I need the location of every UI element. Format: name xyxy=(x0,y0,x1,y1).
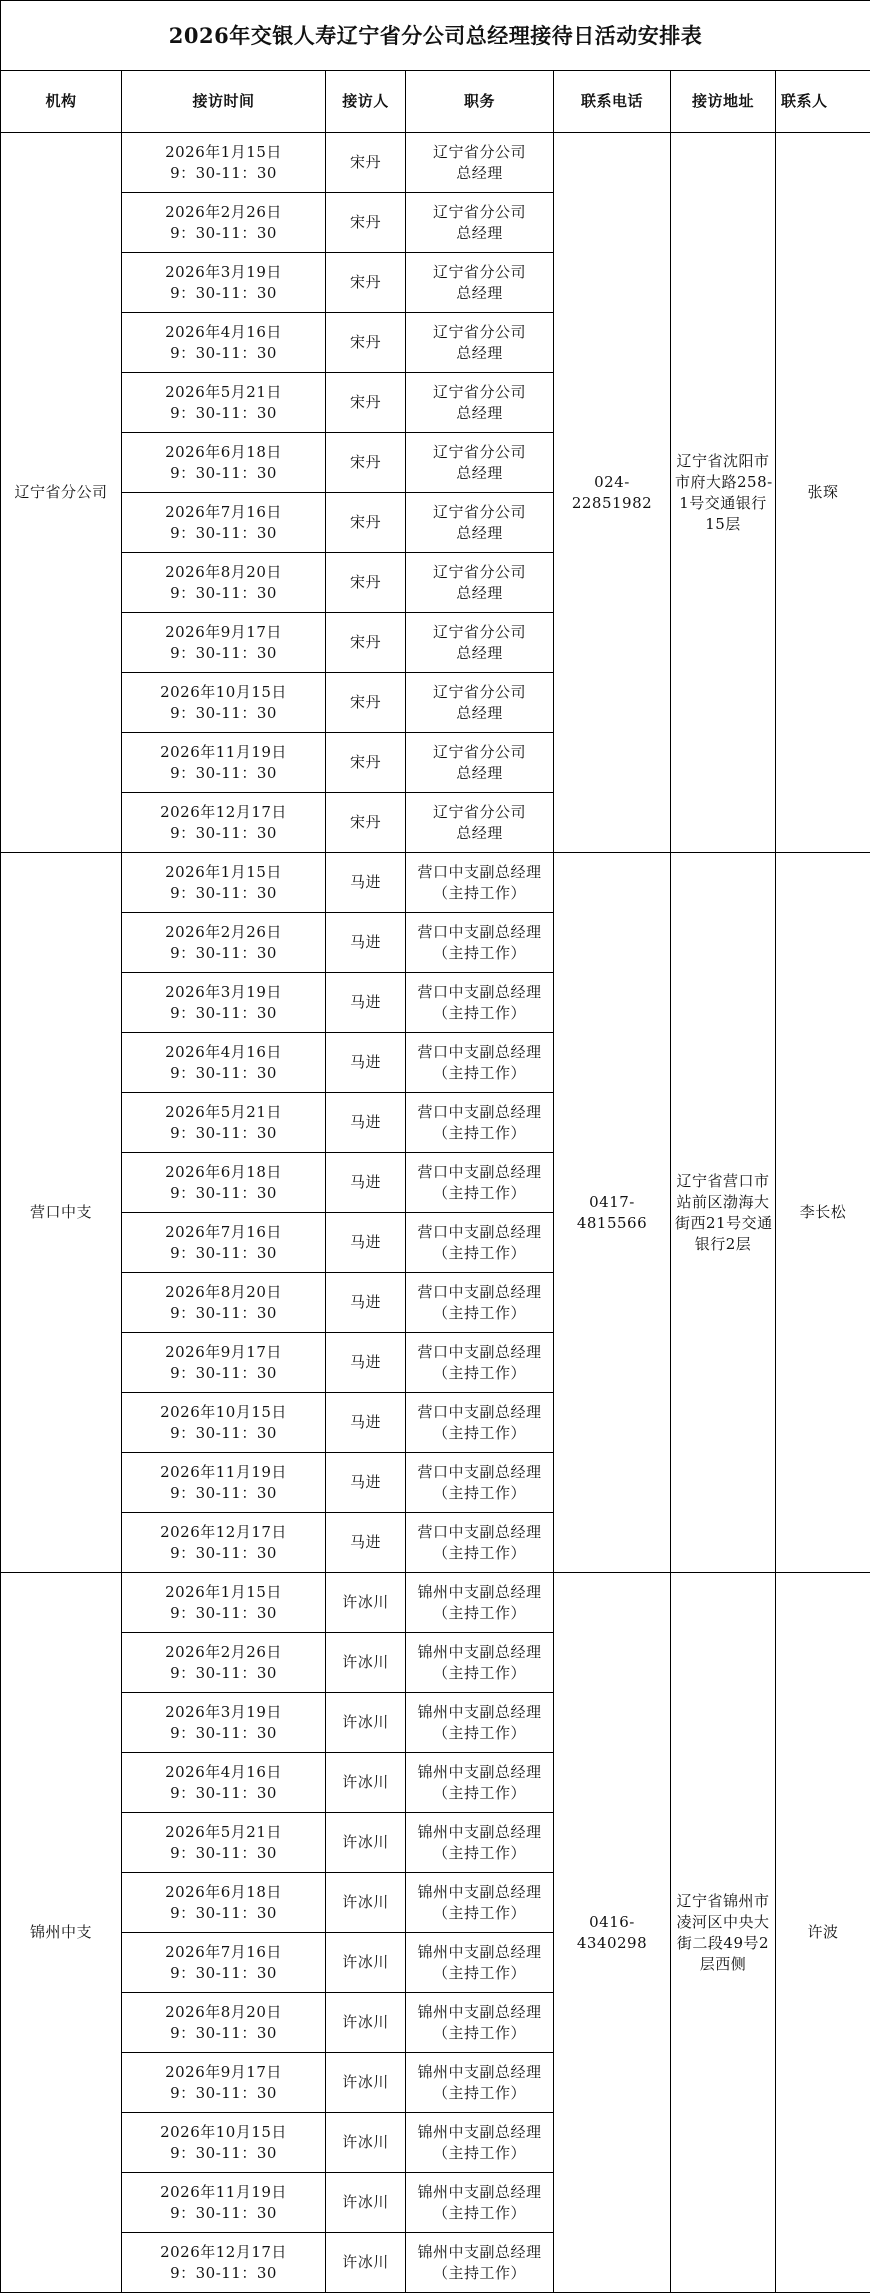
position-cell xyxy=(406,1633,554,1693)
visit-hours: 9：30-11：30 xyxy=(170,1123,277,1142)
contact-cell: 张琛 xyxy=(776,133,870,853)
visit-hours: 9：30-11：30 xyxy=(170,1423,277,1442)
address-cell xyxy=(671,133,776,853)
position-cell xyxy=(406,433,554,493)
visit-time-cell xyxy=(122,313,326,373)
visitor-name: 马进 xyxy=(326,913,406,973)
visit-hours: 9：30-11：30 xyxy=(170,1483,277,1502)
visit-date: 2026年7月16日 xyxy=(165,1942,282,1961)
position-line: （主持工作） xyxy=(432,1243,526,1262)
position-line: （主持工作） xyxy=(432,1843,526,1862)
position-line: 总经理 xyxy=(456,283,503,302)
visit-date: 2026年10月15日 xyxy=(160,1402,287,1421)
institution-cell: 辽宁省分公司 xyxy=(1,133,122,853)
visitor-name: 宋丹 xyxy=(326,313,406,373)
position-line: （主持工作） xyxy=(432,1063,526,1082)
visit-date: 2026年8月20日 xyxy=(165,562,282,581)
position-cell xyxy=(406,1093,554,1153)
visit-time-cell xyxy=(122,2233,326,2293)
visitor-name: 宋丹 xyxy=(326,133,406,193)
position-line: （主持工作） xyxy=(432,2023,526,2042)
position-line: 锦州中支副总经理 xyxy=(417,1762,542,1781)
position-line: 锦州中支副总经理 xyxy=(417,1582,542,1601)
visit-time-cell xyxy=(122,253,326,313)
position-cell xyxy=(406,793,554,853)
position-line: 锦州中支副总经理 xyxy=(417,2182,542,2201)
visit-date: 2026年3月19日 xyxy=(165,982,282,1001)
visitor-name: 许冰川 xyxy=(326,1573,406,1633)
visitor-name: 马进 xyxy=(326,1213,406,1273)
position-cell xyxy=(406,1753,554,1813)
position-cell xyxy=(406,1873,554,1933)
institution-cell: 营口中支 xyxy=(1,853,122,1573)
visitor-name: 宋丹 xyxy=(326,433,406,493)
position-line: 营口中支副总经理 xyxy=(417,1102,542,1121)
visit-time-cell xyxy=(122,613,326,673)
visit-time-cell xyxy=(122,2173,326,2233)
header-row xyxy=(1,71,870,133)
visit-hours: 9：30-11：30 xyxy=(170,163,277,182)
position-line: 辽宁省分公司 xyxy=(432,142,526,161)
visit-time-cell xyxy=(122,1813,326,1873)
phone-cell: 0417-4815566 xyxy=(554,853,671,1573)
visit-time-cell xyxy=(122,1753,326,1813)
position-line: （主持工作） xyxy=(432,1963,526,1982)
address-line: 15层 xyxy=(705,514,741,533)
position-line: （主持工作） xyxy=(432,1123,526,1142)
visit-hours: 9：30-11：30 xyxy=(170,2023,277,2042)
visit-date: 2026年10月15日 xyxy=(160,682,287,701)
position-line: （主持工作） xyxy=(432,1303,526,1322)
position-cell xyxy=(406,253,554,313)
position-line: 辽宁省分公司 xyxy=(432,202,526,221)
visit-date: 2026年11月19日 xyxy=(160,742,287,761)
visit-time-cell xyxy=(122,1633,326,1693)
table-row xyxy=(1,853,870,913)
visit-date: 2026年4月16日 xyxy=(165,322,282,341)
visit-hours: 9：30-11：30 xyxy=(170,1603,277,1622)
visit-hours: 9：30-11：30 xyxy=(170,643,277,662)
position-line: 辽宁省分公司 xyxy=(432,802,526,821)
visit-date: 2026年2月26日 xyxy=(165,922,282,941)
address-line: 街西21号交通 xyxy=(675,1213,773,1232)
position-cell xyxy=(406,673,554,733)
position-line: 营口中支副总经理 xyxy=(417,922,542,941)
position-line: 营口中支副总经理 xyxy=(417,1222,542,1241)
visit-time-cell xyxy=(122,133,326,193)
position-line: 营口中支副总经理 xyxy=(417,1462,542,1481)
visitor-name: 宋丹 xyxy=(326,373,406,433)
position-cell xyxy=(406,1273,554,1333)
visit-time-cell xyxy=(122,1393,326,1453)
visit-time-cell xyxy=(122,1153,326,1213)
visit-time-cell xyxy=(122,733,326,793)
position-line: 辽宁省分公司 xyxy=(432,322,526,341)
position-line: 锦州中支副总经理 xyxy=(417,2002,542,2021)
visit-date: 2026年12月17日 xyxy=(160,2242,287,2261)
position-line: （主持工作） xyxy=(432,943,526,962)
position-line: （主持工作） xyxy=(432,1903,526,1922)
visitor-name: 许冰川 xyxy=(326,1633,406,1693)
position-cell xyxy=(406,1453,554,1513)
visit-hours: 9：30-11：30 xyxy=(170,1903,277,1922)
visit-date: 2026年1月15日 xyxy=(165,862,282,881)
visitor-name: 宋丹 xyxy=(326,193,406,253)
visit-hours: 9：30-11：30 xyxy=(170,703,277,722)
position-line: 营口中支副总经理 xyxy=(417,1042,542,1061)
position-line: 营口中支副总经理 xyxy=(417,862,542,881)
visitor-name: 马进 xyxy=(326,1093,406,1153)
visitor-name: 马进 xyxy=(326,1513,406,1573)
visit-date: 2026年5月21日 xyxy=(165,382,282,401)
position-cell xyxy=(406,1393,554,1453)
phone-cell: 0416-4340298 xyxy=(554,1573,671,2293)
position-line: 营口中支副总经理 xyxy=(417,1522,542,1541)
position-cell xyxy=(406,1033,554,1093)
visitor-name: 许冰川 xyxy=(326,2173,406,2233)
position-line: 辽宁省分公司 xyxy=(432,382,526,401)
phone-cell: 024-22851982 xyxy=(554,133,671,853)
visit-hours: 9：30-11：30 xyxy=(170,1723,277,1742)
visitor-name: 宋丹 xyxy=(326,553,406,613)
visitor-name: 马进 xyxy=(326,1453,406,1513)
visitor-name: 马进 xyxy=(326,1393,406,1453)
visit-date: 2026年7月16日 xyxy=(165,1222,282,1241)
visitor-name: 许冰川 xyxy=(326,1873,406,1933)
visit-date: 2026年6月18日 xyxy=(165,1162,282,1181)
address-line: 市府大路258- xyxy=(675,472,773,491)
position-line: 辽宁省分公司 xyxy=(432,682,526,701)
visit-hours: 9：30-11：30 xyxy=(170,823,277,842)
visit-hours: 9：30-11：30 xyxy=(170,1843,277,1862)
position-line: （主持工作） xyxy=(432,2263,526,2282)
position-line: 锦州中支副总经理 xyxy=(417,1822,542,1841)
visit-hours: 9：30-11：30 xyxy=(170,2263,277,2282)
header-phone: 联系电话 xyxy=(554,71,671,133)
visitor-name: 许冰川 xyxy=(326,2113,406,2173)
address-line: 层西侧 xyxy=(699,1954,747,1973)
visit-date: 2026年12月17日 xyxy=(160,1522,287,1541)
visit-hours: 9：30-11：30 xyxy=(170,1363,277,1382)
visit-hours: 9：30-11：30 xyxy=(170,2083,277,2102)
position-line: （主持工作） xyxy=(432,1423,526,1442)
title-row xyxy=(1,1,870,71)
visitor-name: 许冰川 xyxy=(326,1813,406,1873)
visit-date: 2026年3月19日 xyxy=(165,1702,282,1721)
position-cell xyxy=(406,1573,554,1633)
position-line: 总经理 xyxy=(456,163,503,182)
position-line: 总经理 xyxy=(456,343,503,362)
visit-time-cell xyxy=(122,1093,326,1153)
visitor-name: 宋丹 xyxy=(326,733,406,793)
address-line: 街二段49号2 xyxy=(676,1933,770,1952)
visitor-name: 许冰川 xyxy=(326,1933,406,1993)
visitor-name: 马进 xyxy=(326,853,406,913)
visit-date: 2026年7月16日 xyxy=(165,502,282,521)
header-contact: 联系人 xyxy=(776,71,870,133)
visit-date: 2026年4月16日 xyxy=(165,1042,282,1061)
visit-date: 2026年5月21日 xyxy=(165,1102,282,1121)
visit-time-cell xyxy=(122,1993,326,2053)
visit-hours: 9：30-11：30 xyxy=(170,403,277,422)
address-line: 银行2层 xyxy=(694,1234,752,1253)
position-cell xyxy=(406,1693,554,1753)
header-institution: 机构 xyxy=(1,71,122,133)
visitor-name: 许冰川 xyxy=(326,1753,406,1813)
visit-hours: 9：30-11：30 xyxy=(170,1963,277,1982)
visit-time-cell xyxy=(122,193,326,253)
visit-date: 2026年5月21日 xyxy=(165,1822,282,1841)
position-line: 营口中支副总经理 xyxy=(417,982,542,1001)
position-line: 营口中支副总经理 xyxy=(417,1342,542,1361)
visit-date: 2026年6月18日 xyxy=(165,1882,282,1901)
visitor-name: 马进 xyxy=(326,1333,406,1393)
position-cell xyxy=(406,1933,554,1993)
table-row xyxy=(1,133,870,193)
visitor-name: 许冰川 xyxy=(326,1693,406,1753)
position-line: 总经理 xyxy=(456,583,503,602)
visit-time-cell xyxy=(122,913,326,973)
visit-date: 2026年3月19日 xyxy=(165,262,282,281)
position-cell xyxy=(406,133,554,193)
position-cell xyxy=(406,1993,554,2053)
position-line: 锦州中支副总经理 xyxy=(417,2062,542,2081)
position-line: 锦州中支副总经理 xyxy=(417,1642,542,1661)
visit-date: 2026年8月20日 xyxy=(165,2002,282,2021)
visit-hours: 9：30-11：30 xyxy=(170,223,277,242)
position-line: 总经理 xyxy=(456,463,503,482)
position-line: 总经理 xyxy=(456,703,503,722)
visit-hours: 9：30-11：30 xyxy=(170,943,277,962)
position-cell xyxy=(406,2053,554,2113)
visit-date: 2026年9月17日 xyxy=(165,1342,282,1361)
address-line: 辽宁省锦州市 xyxy=(676,1891,770,1910)
visit-time-cell xyxy=(122,793,326,853)
position-cell xyxy=(406,1333,554,1393)
position-line: （主持工作） xyxy=(432,1183,526,1202)
position-cell xyxy=(406,1513,554,1573)
visit-hours: 9：30-11：30 xyxy=(170,763,277,782)
visit-time-cell xyxy=(122,1873,326,1933)
header-address: 接访地址 xyxy=(671,71,776,133)
position-line: （主持工作） xyxy=(432,1363,526,1382)
position-line: （主持工作） xyxy=(432,2143,526,2162)
visit-time-cell xyxy=(122,2053,326,2113)
contact-cell: 许波 xyxy=(776,1573,870,2293)
visit-time-cell xyxy=(122,1333,326,1393)
visit-time-cell xyxy=(122,1513,326,1573)
visit-date: 2026年1月15日 xyxy=(165,142,282,161)
position-cell xyxy=(406,373,554,433)
visit-hours: 9：30-11：30 xyxy=(170,1003,277,1022)
visit-date: 2026年4月16日 xyxy=(165,1762,282,1781)
visit-time-cell xyxy=(122,973,326,1033)
position-line: 总经理 xyxy=(456,223,503,242)
visitor-name: 马进 xyxy=(326,973,406,1033)
visit-time-cell xyxy=(122,1573,326,1633)
visit-date: 2026年6月18日 xyxy=(165,442,282,461)
position-line: （主持工作） xyxy=(432,1543,526,1562)
visit-time-cell xyxy=(122,493,326,553)
visit-hours: 9：30-11：30 xyxy=(170,283,277,302)
position-line: 锦州中支副总经理 xyxy=(417,2122,542,2141)
position-line: 总经理 xyxy=(456,823,503,842)
position-line: 营口中支副总经理 xyxy=(417,1402,542,1421)
position-cell xyxy=(406,1813,554,1873)
contact-cell: 李长松 xyxy=(776,853,870,1573)
visit-date: 2026年2月26日 xyxy=(165,1642,282,1661)
visit-hours: 9：30-11：30 xyxy=(170,1543,277,1562)
position-line: （主持工作） xyxy=(432,1783,526,1802)
position-line: 锦州中支副总经理 xyxy=(417,1942,542,1961)
visitor-name: 宋丹 xyxy=(326,793,406,853)
institution-cell: 锦州中支 xyxy=(1,1573,122,2293)
visitor-name: 宋丹 xyxy=(326,493,406,553)
address-line: 辽宁省沈阳市 xyxy=(676,451,770,470)
position-line: （主持工作） xyxy=(432,2083,526,2102)
visit-time-cell xyxy=(122,553,326,613)
visit-hours: 9：30-11：30 xyxy=(170,2143,277,2162)
position-line: （主持工作） xyxy=(432,883,526,902)
visit-hours: 9：30-11：30 xyxy=(170,2203,277,2222)
position-cell xyxy=(406,733,554,793)
position-line: （主持工作） xyxy=(432,1723,526,1742)
visit-hours: 9：30-11：30 xyxy=(170,1183,277,1202)
position-cell xyxy=(406,1153,554,1213)
position-cell xyxy=(406,2233,554,2293)
visitor-name: 马进 xyxy=(326,1153,406,1213)
position-cell xyxy=(406,193,554,253)
address-cell xyxy=(671,853,776,1573)
position-line: 辽宁省分公司 xyxy=(432,622,526,641)
position-line: 锦州中支副总经理 xyxy=(417,1882,542,1901)
position-cell xyxy=(406,613,554,673)
visit-date: 2026年11月19日 xyxy=(160,2182,287,2201)
visitor-name: 宋丹 xyxy=(326,613,406,673)
position-cell xyxy=(406,2173,554,2233)
visit-hours: 9：30-11：30 xyxy=(170,463,277,482)
visit-date: 2026年12月17日 xyxy=(160,802,287,821)
visit-hours: 9：30-11：30 xyxy=(170,583,277,602)
visit-hours: 9：30-11：30 xyxy=(170,1243,277,1262)
address-line: 辽宁省营口市 xyxy=(676,1171,770,1190)
position-line: 总经理 xyxy=(456,523,503,542)
visit-date: 2026年9月17日 xyxy=(165,2062,282,2081)
position-line: 营口中支副总经理 xyxy=(417,1282,542,1301)
visit-time-cell xyxy=(122,1033,326,1093)
position-cell xyxy=(406,853,554,913)
table-row xyxy=(1,1573,870,1633)
position-cell xyxy=(406,973,554,1033)
position-line: 辽宁省分公司 xyxy=(432,742,526,761)
visitor-name: 马进 xyxy=(326,1033,406,1093)
position-line: 辽宁省分公司 xyxy=(432,562,526,581)
visit-time-cell xyxy=(122,2113,326,2173)
visitor-name: 宋丹 xyxy=(326,253,406,313)
position-line: （主持工作） xyxy=(432,2203,526,2222)
position-cell xyxy=(406,2113,554,2173)
visit-hours: 9：30-11：30 xyxy=(170,343,277,362)
visit-date: 2026年9月17日 xyxy=(165,622,282,641)
visit-hours: 9：30-11：30 xyxy=(170,523,277,542)
position-line: 锦州中支副总经理 xyxy=(417,2242,542,2261)
header-visit-time: 接访时间 xyxy=(122,71,326,133)
visit-hours: 9：30-11：30 xyxy=(170,1663,277,1682)
visit-hours: 9：30-11：30 xyxy=(170,1063,277,1082)
position-cell xyxy=(406,913,554,973)
visit-time-cell xyxy=(122,853,326,913)
position-line: （主持工作） xyxy=(432,1663,526,1682)
position-line: 锦州中支副总经理 xyxy=(417,1702,542,1721)
address-cell xyxy=(671,1573,776,2293)
address-line: 凌河区中央大 xyxy=(676,1912,770,1931)
visit-hours: 9：30-11：30 xyxy=(170,1783,277,1802)
visit-date: 2026年8月20日 xyxy=(165,1282,282,1301)
address-line: 1号交通银行 xyxy=(679,493,767,512)
position-cell xyxy=(406,493,554,553)
position-line: 辽宁省分公司 xyxy=(432,262,526,281)
header-visitor: 接访人 xyxy=(326,71,406,133)
visit-time-cell xyxy=(122,1933,326,1993)
visit-date: 2026年1月15日 xyxy=(165,1582,282,1601)
page-title: 2026年交银人寿辽宁省分公司总经理接待日活动安排表 xyxy=(1,1,870,71)
visit-time-cell xyxy=(122,1453,326,1513)
visit-time-cell xyxy=(122,1213,326,1273)
position-line: 辽宁省分公司 xyxy=(432,442,526,461)
visitor-name: 马进 xyxy=(326,1273,406,1333)
visit-hours: 9：30-11：30 xyxy=(170,1303,277,1322)
visit-time-cell xyxy=(122,673,326,733)
visit-time-cell xyxy=(122,1693,326,1753)
visit-date: 2026年2月26日 xyxy=(165,202,282,221)
visit-time-cell xyxy=(122,433,326,493)
visit-time-cell xyxy=(122,1273,326,1333)
visit-time-cell xyxy=(122,373,326,433)
visitor-name: 许冰川 xyxy=(326,2233,406,2293)
position-line: 总经理 xyxy=(456,643,503,662)
position-line: （主持工作） xyxy=(432,1603,526,1622)
position-cell xyxy=(406,313,554,373)
visitor-name: 许冰川 xyxy=(326,1993,406,2053)
visit-hours: 9：30-11：30 xyxy=(170,883,277,902)
position-line: （主持工作） xyxy=(432,1483,526,1502)
address-line: 站前区渤海大 xyxy=(676,1192,770,1211)
position-line: 营口中支副总经理 xyxy=(417,1162,542,1181)
header-position: 职务 xyxy=(406,71,554,133)
position-line: （主持工作） xyxy=(432,1003,526,1022)
position-line: 总经理 xyxy=(456,763,503,782)
visit-date: 2026年10月15日 xyxy=(160,2122,287,2141)
position-cell xyxy=(406,1213,554,1273)
position-line: 总经理 xyxy=(456,403,503,422)
position-line: 辽宁省分公司 xyxy=(432,502,526,521)
position-cell xyxy=(406,553,554,613)
visitor-name: 许冰川 xyxy=(326,2053,406,2113)
visit-date: 2026年11月19日 xyxy=(160,1462,287,1481)
visitor-name: 宋丹 xyxy=(326,673,406,733)
